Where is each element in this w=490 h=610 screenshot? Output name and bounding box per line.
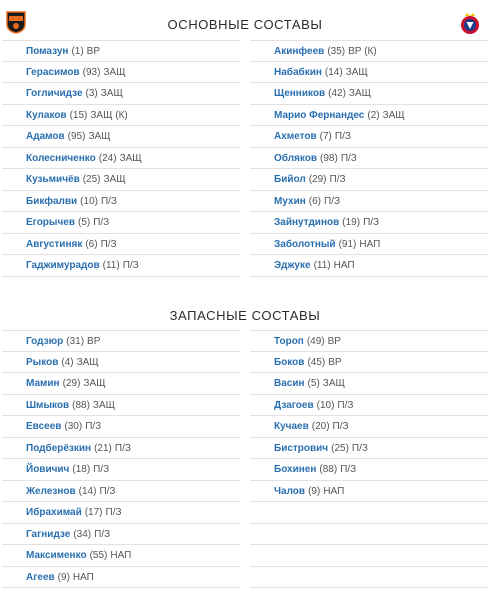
starting-home-list xyxy=(2,40,240,277)
player-position: П/З xyxy=(99,485,116,497)
player-row xyxy=(250,373,488,395)
player-position: П/З xyxy=(340,464,357,475)
player-position: ВР xyxy=(87,336,101,347)
player-row xyxy=(250,212,488,234)
player-position: ВР (К) xyxy=(348,46,377,57)
player-position: ЗАЩ xyxy=(345,66,368,78)
player-row xyxy=(250,395,488,417)
player-name-link[interactable]: Бохинен xyxy=(274,464,317,475)
player-position: П/З xyxy=(93,217,110,228)
player-row xyxy=(2,524,240,546)
player-row xyxy=(2,545,240,567)
player-number: (11) xyxy=(313,260,331,271)
player-row xyxy=(2,567,240,589)
player-name-link[interactable]: Чалов xyxy=(274,485,306,497)
player-name-link[interactable]: Акинфеев xyxy=(274,46,325,57)
player-number: (11) xyxy=(102,260,120,271)
player-position: ВР xyxy=(327,336,341,347)
player-position: П/З xyxy=(337,399,354,411)
player-position: ЗАЩ xyxy=(103,66,126,78)
player-row xyxy=(250,459,488,481)
player-row xyxy=(2,395,240,417)
player-row xyxy=(250,234,488,256)
player-name-link[interactable]: Максименко xyxy=(26,550,87,561)
empty-row xyxy=(250,502,488,524)
player-row xyxy=(2,191,240,213)
player-number: (88) xyxy=(319,464,338,475)
player-position: П/З xyxy=(122,260,139,271)
player-name-link[interactable]: Тороп xyxy=(274,336,304,347)
player-row xyxy=(2,459,240,481)
player-name-link[interactable]: Колесниченко xyxy=(26,152,96,164)
player-name-link[interactable]: Боков xyxy=(274,356,305,368)
player-name-link[interactable]: Подберёзкин xyxy=(26,442,92,454)
player-row xyxy=(2,40,240,62)
player-row xyxy=(250,330,488,352)
player-position: ЗАЩ xyxy=(103,174,126,185)
substitutes-home-list xyxy=(2,330,240,588)
player-position: ЗАЩ xyxy=(382,109,405,121)
player-number: (42) xyxy=(328,88,346,99)
player-name-link[interactable]: Ибрахимай xyxy=(26,507,82,518)
player-name-link[interactable]: Зайнутдинов xyxy=(274,217,340,228)
player-number: (1) xyxy=(71,46,84,57)
player-row xyxy=(250,416,488,438)
player-row xyxy=(2,481,240,503)
player-row xyxy=(2,126,240,148)
player-position: П/З xyxy=(85,421,102,432)
player-row xyxy=(2,105,240,127)
player-number: (21) xyxy=(94,442,112,454)
player-number: (24) xyxy=(98,152,117,164)
player-position: ВР xyxy=(328,356,342,368)
player-position: П/З xyxy=(93,464,110,475)
player-row xyxy=(2,416,240,438)
empty-row xyxy=(250,545,488,567)
player-row xyxy=(2,502,240,524)
player-position: П/З xyxy=(351,442,368,454)
player-name-link[interactable]: Бистрович xyxy=(274,442,329,454)
player-position: ЗАЩ xyxy=(100,88,123,99)
player-name-link[interactable]: Мамин xyxy=(26,378,60,389)
player-number: (25) xyxy=(82,174,101,185)
player-number: (5) xyxy=(307,378,320,389)
player-number: (29) xyxy=(62,378,81,389)
player-number: (98) xyxy=(320,152,338,164)
player-number: (10) xyxy=(316,399,335,411)
player-position: НАП xyxy=(323,485,345,497)
player-position: П/З xyxy=(332,421,349,432)
player-name-link[interactable]: Марио Фернандес xyxy=(274,109,365,121)
player-row xyxy=(2,330,240,352)
player-row xyxy=(250,148,488,170)
player-name-link[interactable]: Йовичич xyxy=(26,464,70,475)
player-row xyxy=(2,438,240,460)
player-position: ЗАЩ xyxy=(88,131,111,142)
player-row xyxy=(250,105,488,127)
player-name-link[interactable]: Васин xyxy=(274,378,305,389)
player-name-link[interactable]: Набабкин xyxy=(274,66,322,78)
player-position: ЗАЩ xyxy=(83,378,106,389)
player-row xyxy=(250,191,488,213)
player-name-link[interactable]: Егорычев xyxy=(26,217,75,228)
player-name-link[interactable]: Шмыков xyxy=(26,399,70,411)
player-position: П/З xyxy=(340,152,357,164)
player-number: (3) xyxy=(85,88,98,99)
player-number: (88) xyxy=(72,399,90,411)
player-number: (20) xyxy=(311,421,330,432)
player-number: (15) xyxy=(69,109,88,121)
player-row xyxy=(250,481,488,503)
player-row xyxy=(2,352,240,374)
player-position: ЗАЩ xyxy=(119,152,142,164)
player-number: (18) xyxy=(72,464,91,475)
player-name-link[interactable]: Кучаев xyxy=(274,421,309,432)
player-number: (91) xyxy=(338,238,357,250)
player-row xyxy=(250,438,488,460)
player-row xyxy=(2,169,240,191)
player-number: (14) xyxy=(78,485,97,497)
player-position: ЗАЩ (К) xyxy=(90,109,128,121)
player-row xyxy=(2,83,240,105)
player-position: П/З xyxy=(94,528,111,540)
player-number: (2) xyxy=(367,109,380,121)
player-row xyxy=(250,169,488,191)
player-number: (10) xyxy=(80,195,98,207)
player-position: ЗАЩ xyxy=(348,88,371,99)
empty-row xyxy=(250,524,488,546)
player-row xyxy=(2,234,240,256)
player-name-link[interactable]: Гогличидзе xyxy=(26,88,83,99)
empty-row xyxy=(250,567,488,589)
player-position: ВР xyxy=(86,46,101,57)
player-name-link[interactable]: Рыков xyxy=(26,356,59,368)
player-name-link[interactable]: Ахметов xyxy=(274,131,317,142)
player-position: НАП xyxy=(72,571,94,583)
player-name-link[interactable]: Гагнидзе xyxy=(26,528,71,540)
player-name-link[interactable]: Железнов xyxy=(26,485,76,497)
player-name-link[interactable]: Заболотный xyxy=(274,238,336,250)
player-number: (29) xyxy=(308,174,327,185)
player-position: П/З xyxy=(324,195,341,207)
player-name-link[interactable]: Дзагоев xyxy=(274,399,314,411)
player-row xyxy=(250,126,488,148)
player-position: НАП xyxy=(333,260,355,271)
player-number: (9) xyxy=(308,485,321,497)
player-number: (19) xyxy=(342,217,361,228)
player-position: ЗАЩ xyxy=(92,399,116,411)
player-name-link[interactable]: Бийол xyxy=(274,174,306,185)
player-number: (7) xyxy=(319,131,332,142)
player-name-link[interactable]: Эджуке xyxy=(274,260,311,271)
player-row xyxy=(2,62,240,84)
player-name-link[interactable]: Щенников xyxy=(274,88,326,99)
player-number: (45) xyxy=(307,356,326,368)
player-number: (14) xyxy=(324,66,343,78)
player-name-link[interactable]: Мухин xyxy=(274,195,306,207)
starting-lineups-title: ОСНОВНЫЕ СОСТАВЫ xyxy=(167,17,323,32)
player-number: (17) xyxy=(84,507,103,518)
player-number: (4) xyxy=(61,356,74,368)
player-position: П/З xyxy=(105,507,122,518)
player-name-link[interactable]: Гаджимурадов xyxy=(26,260,100,271)
player-row xyxy=(250,40,488,62)
player-position: П/З xyxy=(334,131,351,142)
player-position: П/З xyxy=(329,174,346,185)
player-name-link[interactable]: Агеев xyxy=(26,571,55,583)
substitutes-away-list xyxy=(250,330,488,588)
player-name-link[interactable]: Бикфалви xyxy=(26,195,78,207)
player-row xyxy=(250,62,488,84)
player-row xyxy=(250,352,488,374)
player-number: (9) xyxy=(57,571,70,583)
player-number: (6) xyxy=(85,238,98,250)
player-name-link[interactable]: Помазун xyxy=(26,46,69,57)
player-row xyxy=(2,373,240,395)
player-name-link[interactable]: Адамов xyxy=(26,131,65,142)
player-number: (34) xyxy=(73,528,92,540)
substitutes-title: ЗАПАСНЫЕ СОСТАВЫ xyxy=(169,308,321,323)
player-row xyxy=(250,83,488,105)
player-name-link[interactable]: Августиняк xyxy=(26,238,83,250)
player-number: (49) xyxy=(306,336,325,347)
player-name-link[interactable]: Евсеев xyxy=(26,421,62,432)
player-number: (30) xyxy=(64,421,83,432)
player-row xyxy=(2,212,240,234)
player-row xyxy=(2,148,240,170)
player-number: (95) xyxy=(67,131,86,142)
player-number: (25) xyxy=(331,442,349,454)
player-position: ЗАЩ xyxy=(76,356,99,368)
player-position: П/З xyxy=(363,217,380,228)
player-number: (6) xyxy=(308,195,321,207)
player-position: П/З xyxy=(100,195,117,207)
player-position: НАП xyxy=(110,550,132,561)
player-position: П/З xyxy=(100,238,117,250)
player-name-link[interactable]: Кулаков xyxy=(26,109,67,121)
player-number: (55) xyxy=(89,550,108,561)
player-position: ЗАЩ xyxy=(322,378,345,389)
player-name-link[interactable]: Обляков xyxy=(274,152,318,164)
player-row xyxy=(250,255,488,277)
player-name-link[interactable]: Годзюр xyxy=(26,336,64,347)
starting-away-list xyxy=(250,40,488,277)
player-number: (5) xyxy=(77,217,91,228)
player-number: (35) xyxy=(327,46,346,57)
player-name-link[interactable]: Герасимов xyxy=(26,66,80,78)
player-number: (31) xyxy=(66,336,85,347)
player-row xyxy=(2,255,240,277)
player-position: П/З xyxy=(114,442,131,454)
player-position: НАП xyxy=(359,238,381,250)
player-name-link[interactable]: Кузьмичёв xyxy=(26,174,80,185)
player-number: (93) xyxy=(82,66,101,78)
